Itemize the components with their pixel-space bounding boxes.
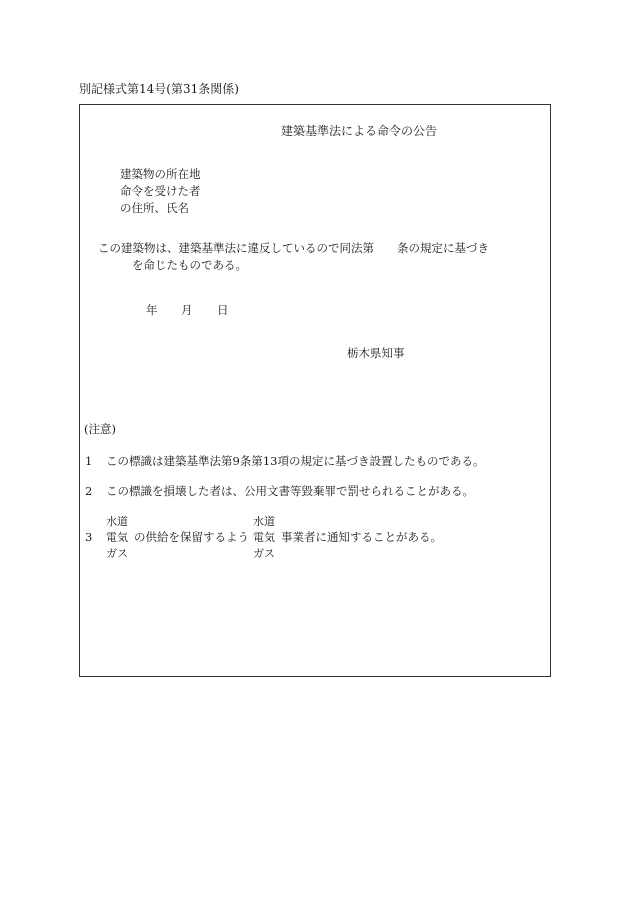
notice-body-line-2: を命じたものである。: [132, 258, 247, 272]
issuer: 栃木県知事: [347, 346, 405, 360]
note-3-utility-right-electric: 電気: [253, 531, 275, 544]
notice-body-line-1: この建築物は、建築基準法に違反しているので同法第 条の規定に基づき: [98, 241, 489, 255]
note-3-end-text: 事業者に通知することがある。: [281, 530, 442, 544]
address-line-3: の住所、氏名: [120, 201, 189, 215]
date-year: 年: [146, 303, 158, 317]
note-3-utility-left-electric: 電気: [106, 531, 128, 544]
note-3-utility-left-water: 水道: [106, 515, 128, 528]
note-2-number: 2: [85, 484, 93, 498]
notice-frame: [79, 104, 551, 677]
address-line-2: 命令を受けた者: [120, 184, 201, 198]
notice-title: 建築基準法による命令の公告: [280, 124, 437, 138]
note-1-text: この標識は建築基準法第9条第13項の規定に基づき設置したものである。: [106, 454, 485, 468]
date-day: 日: [217, 303, 229, 317]
note-2-text: この標識を損壊した者は、公用文書等毀棄罪で罰せられることがある。: [106, 484, 474, 498]
note-3-utility-right-water: 水道: [253, 515, 275, 528]
note-3-utility-left-gas: ガス: [106, 547, 128, 560]
notes-heading: (注意): [84, 422, 116, 436]
note-3-number: 3: [85, 530, 93, 544]
form-number-label: 別記様式第14号(第31条関係): [79, 82, 239, 96]
note-3-utility-right-gas: ガス: [253, 547, 275, 560]
note-3-middle-text: の供給を保留するよう: [134, 530, 249, 544]
date-month: 月: [181, 303, 193, 317]
address-line-1: 建築物の所在地: [120, 167, 201, 181]
note-1-number: 1: [85, 454, 93, 468]
